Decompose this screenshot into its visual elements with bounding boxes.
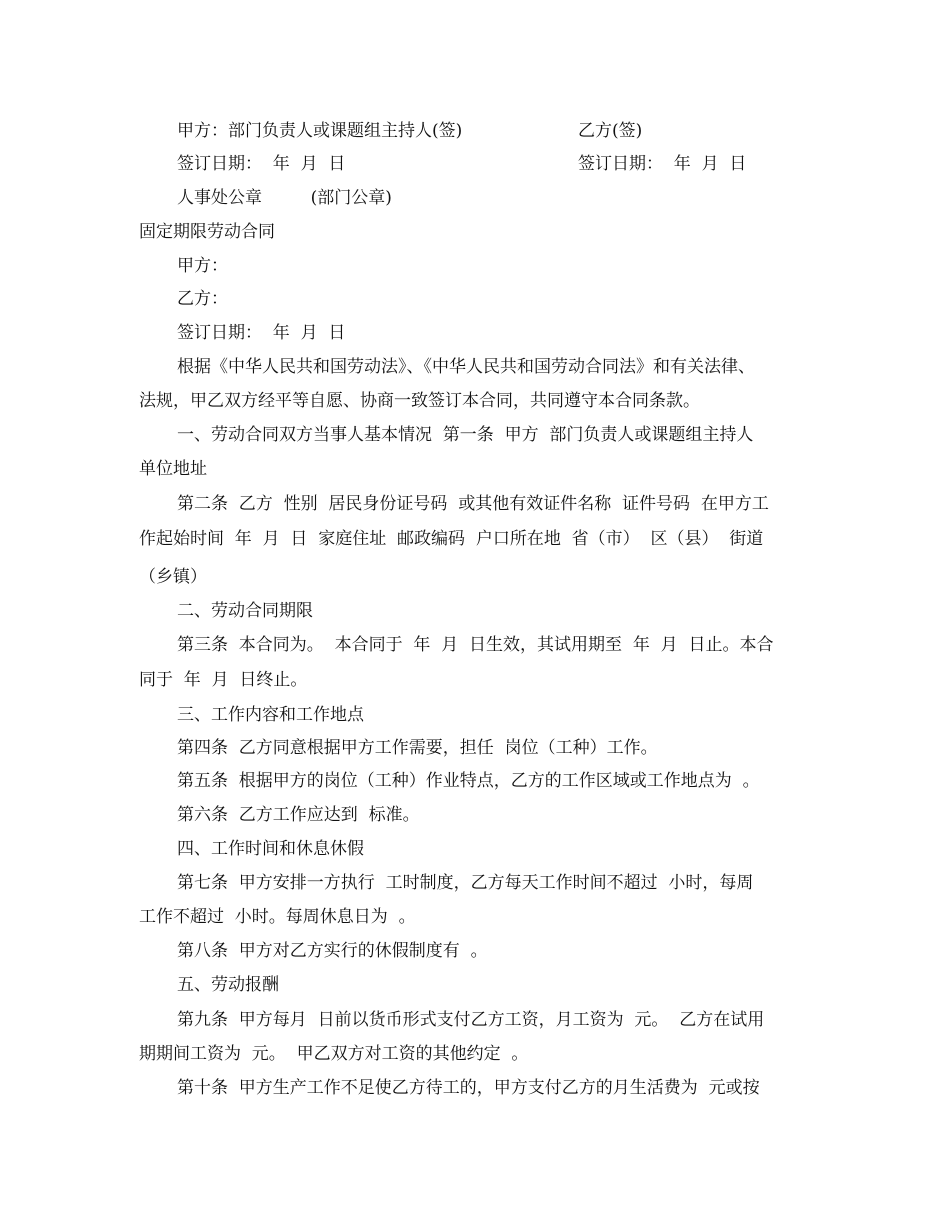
body-line: 同于 年 月 日终止。: [139, 670, 308, 690]
body-line: 法规，甲乙双方经平等自愿、协商一致签订本合同，共同遵守本合同条款。: [139, 391, 700, 411]
section-heading: 三、工作内容和工作地点: [177, 705, 364, 725]
signature-party-a: 甲方：部门负责人或课题组主持人(签): [177, 121, 463, 141]
body-line: 第九条 甲方每月 日前以货币形式支付乙方工资，月工资为 元。 乙方在试用: [177, 1010, 765, 1030]
body-line: 第十条 甲方生产工作不足使乙方待工的，甲方支付乙方的月生活费为 元或按: [177, 1078, 760, 1098]
body-line: 期期间工资为 元。 甲乙双方对工资的其他约定 。: [139, 1044, 529, 1064]
body-line: 单位地址: [139, 459, 207, 479]
body-line: 作起始时间 年 月 日 家庭住址 邮政编码 户口所在地 省（市） 区（县） 街道: [139, 529, 764, 549]
body-line: 第六条 乙方工作应达到 标准。: [177, 805, 420, 825]
body-line: 一、劳动合同双方当事人基本情况 第一条 甲方 部门负责人或课题组主持人: [177, 425, 754, 445]
body-line: 第五条 根据甲方的岗位（工种）作业特点，乙方的工作区域或工作地点为 。: [177, 771, 760, 791]
body-line: 根据《中华人民共和国劳动法》、《中华人民共和国劳动合同法》和有关法律、: [177, 357, 755, 377]
contract-title: 固定期限劳动合同: [139, 222, 275, 242]
body-line: 第四条 乙方同意根据甲方工作需要，担任 岗位（工种）工作。: [177, 738, 658, 758]
seals-line: 人事处公章 (部门公章): [177, 188, 392, 208]
body-line: 第三条 本合同为。 本合同于 年 月 日生效，其试用期至 年 月 日止。本合: [177, 635, 774, 655]
section-heading: 二、劳动合同期限: [177, 601, 313, 621]
signature-date-a: 签订日期： 年 月 日: [177, 154, 346, 174]
signature-party-b: 乙方(签): [578, 121, 643, 141]
section-heading: 五、劳动报酬: [177, 975, 279, 995]
body-line: （乡镇）: [139, 567, 207, 587]
body-line: 第八条 甲方对乙方实行的休假制度有 。: [177, 941, 488, 961]
contract-party-b: 乙方：: [177, 289, 228, 309]
contract-party-a: 甲方：: [177, 256, 228, 276]
body-line: 工作不超过 小时。每周休息日为 。: [139, 907, 416, 927]
body-line: 第二条 乙方 性别 居民身份证号码 或其他有效证件名称 证件号码 在甲方工: [177, 494, 769, 514]
body-line: 第七条 甲方安排一方执行 工时制度，乙方每天工作时间不超过 小时，每周: [177, 873, 754, 893]
section-heading: 四、工作时间和休息休假: [177, 839, 364, 859]
contract-date: 签订日期： 年 月 日: [177, 323, 346, 343]
signature-date-b: 签订日期： 年 月 日: [578, 154, 747, 174]
